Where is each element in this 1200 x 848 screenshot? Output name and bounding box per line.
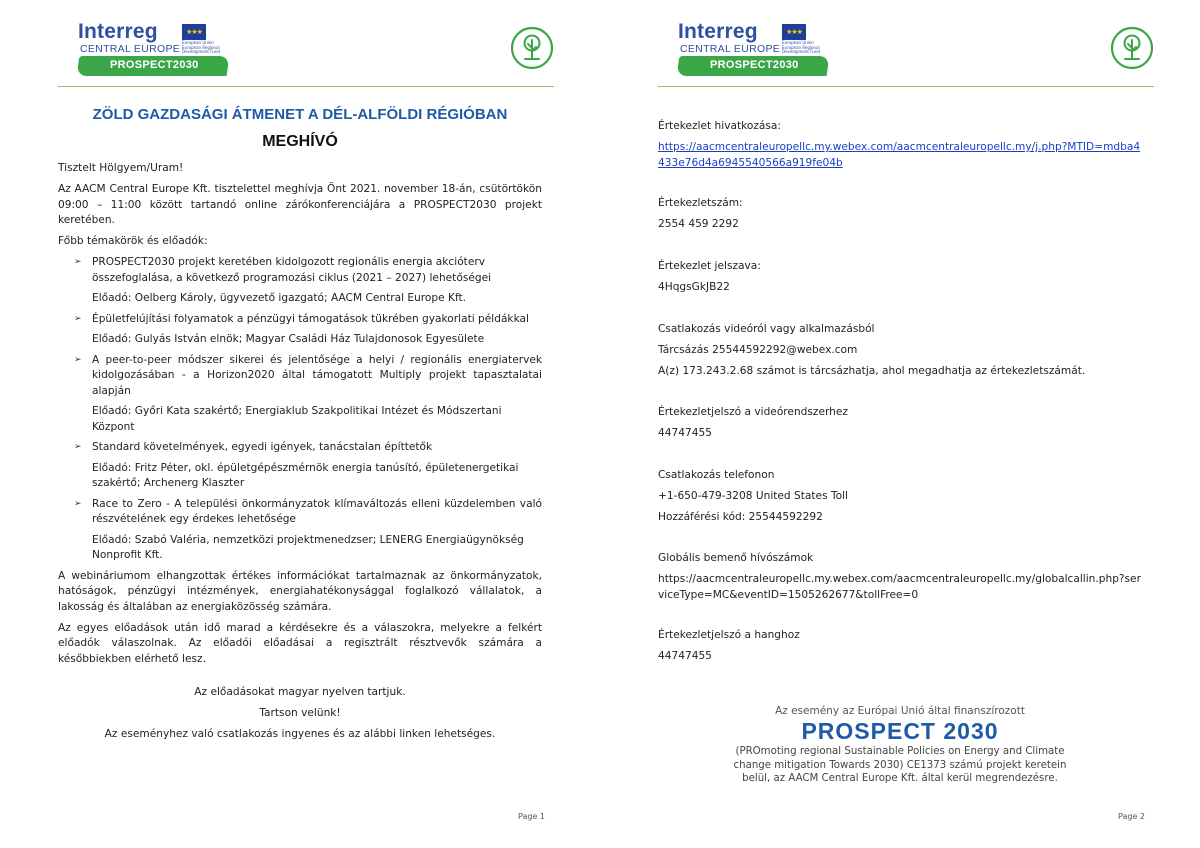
topics-heading: Főbb témakörök és előadók:	[58, 235, 208, 247]
funding-description: (PROmoting regional Sustainable Policies on Energy and Climate change mitigation Towards 2030) CE1373 számú projekt keretein belül, az AACM Central Europe Kft. által kerül megrendezésre.	[733, 746, 1067, 784]
meeting-number-label: Értekezletszám:	[658, 197, 743, 209]
phone-number: +1-650-479-3208 United States Toll	[658, 490, 848, 502]
header-divider	[658, 86, 1154, 87]
video-password-label: Értekezletjelszó a videórendszerhez	[658, 406, 848, 418]
page-2	[600, 0, 1200, 848]
language-note: Az előadásokat magyar nyelven tartjuk.	[194, 685, 406, 698]
topic-speaker: Előadó: Gulyás István elnök; Magyar Családi Ház Tulajdonosok Egyesülete	[92, 333, 485, 345]
interreg-logo	[678, 20, 818, 82]
topic-speaker: Előadó: Győri Kata szakértő; Energiaklub Szakpolitikai Intézet és Módszertani Központ	[92, 405, 502, 433]
arrow-bullet-icon: ➢	[74, 313, 82, 324]
global-callin-label: Globális bemenő hívószámok	[658, 552, 814, 564]
logo-title: Interreg	[78, 20, 158, 43]
logo-band-text: PROSPECT2030	[110, 59, 199, 71]
global-callin-url: https://aacmcentraleuropellc.my.webex.com/aacmcentraleuropellc.my/globalcallin.php?serviceType=MC&eventID=1505262677&tollFree=0	[658, 573, 1141, 601]
join-note: Az eseményhez való csatlakozás ingyenes és az alábbi linken lehetséges.	[104, 727, 496, 740]
logo-subtitle: CENTRAL EUROPE	[680, 43, 781, 55]
page-number: Page 2	[1118, 812, 1145, 821]
eu-caption: European Union European Regional Development Fund	[782, 40, 820, 54]
phone-join-label: Csatlakozás telefonon	[658, 469, 775, 481]
header-divider	[58, 86, 554, 87]
closing-line: Tartson velünk!	[259, 706, 341, 719]
audio-password-label: Értekezletjelszó a hanghoz	[658, 629, 800, 641]
arrow-bullet-icon: ➢	[74, 442, 82, 452]
topic-item: ➢ A peer-to-peer módszer sikerei és jelentősége a helyi / regionális energiatervek kidolgozásában - a Horizon2020 által támogatott Multiply projekt tapasztalatai alapján	[74, 353, 542, 397]
eu-flag-icon: ★★★	[182, 24, 206, 40]
topic-item: ➢ Standard követelmények, egyedi igények, tanácstalan építtetők	[58, 440, 542, 456]
invitation-body	[58, 161, 542, 748]
meeting-link[interactable]: https://aacmcentraleuropellc.my.webex.com/aacmcentraleuropellc.my/j.php?MTID=mdba4433e76d4a6945540566a919fe04b	[658, 141, 1141, 169]
greeting: Tisztelt Hölgyem/Uram!	[58, 162, 184, 174]
document-title: ZÖLD GAZDASÁGI ÁTMENET A DÉL-ALFÖLDI RÉGIÓBAN	[92, 106, 508, 123]
topic-speaker: Előadó: Oelberg Károly, ügyvezető igazgató; AACM Central Europe Kft.	[92, 292, 467, 304]
topic-item: ➢ Épületfelújítási folyamatok a pénzügyi támogatások tükrében gyakorlati példákkal	[58, 312, 542, 328]
audience-paragraph: A webináriumom elhangzottak értékes információkat tartalmaznak az önkormányzatok, hatóságok, pénzügyi intézmények, energiahatékonysággal foglalkozó vállalatok, a lakosság és általában az energiaközösség számára.	[58, 569, 542, 613]
access-code: Hozzáférési kód: 25544592292	[658, 511, 823, 523]
page-header	[658, 14, 1154, 86]
video-join-label: Csatlakozás videóról vagy alkalmazásból	[658, 323, 875, 335]
eu-flag-icon: ★★★	[782, 24, 806, 40]
audio-password: 44747455	[658, 650, 712, 662]
logo-subtitle: CENTRAL EUROPE	[80, 43, 181, 55]
arrow-bullet-icon: ➢	[74, 257, 82, 267]
tree-icon	[510, 26, 554, 70]
meeting-link-label: Értekezlet hivatkozása:	[658, 120, 781, 132]
video-password: 44747455	[658, 427, 712, 439]
tree-icon	[1110, 26, 1154, 70]
document-subtitle: MEGHÍVÓ	[262, 133, 338, 150]
arrow-bullet-icon: ➢	[74, 354, 82, 365]
topic-speaker: Előadó: Szabó Valéria, nemzetközi projektmenedzser; LENERG Energiaügynökség Nonprofit Kft.	[92, 533, 524, 561]
meeting-password-label: Értekezlet jelszava:	[658, 260, 761, 272]
topic-speaker: Előadó: Fritz Péter, okl. épületgépészmérnök energia tanúsító, épületenergetikai szakértő; Archenerg Klaszter	[92, 461, 519, 489]
meeting-number: 2554 459 2292	[658, 218, 739, 230]
page-number: Page 1	[518, 812, 545, 821]
meeting-password: 4HqgsGkJB22	[658, 281, 730, 293]
funding-block	[660, 705, 1140, 786]
intro-paragraph: Az AACM Central Europe Kft. tisztelettel meghívja Önt 2021. november 18-án, csütörtökön 09:00 – 11:00 között tartandó online zárókonferenciájára a PROSPECT2030 projekt keretében.	[58, 183, 542, 226]
logo-title: Interreg	[678, 20, 758, 43]
arrow-bullet-icon: ➢	[74, 498, 82, 509]
funding-line: Az esemény az Európai Unió által finanszírozott	[775, 705, 1025, 717]
funding-title: PROSPECT 2030	[801, 718, 999, 744]
logo-band-text: PROSPECT2030	[710, 59, 799, 71]
page-header	[58, 14, 554, 86]
video-ip-note: A(z) 173.243.2.68 számot is tárcsázhatja, ahol megadhatja az értekezletszámát.	[658, 365, 1086, 377]
topic-item: ➢ Race to Zero - A települési önkormányzatok klímaváltozás elleni küzdelemben való részvételének egy érdekes lehetősége	[74, 497, 542, 525]
topic-item: ➢ PROSPECT2030 projekt keretében kidolgozott regionális energia akcióterv összefoglalása, a következő programozási ciklus (2021 – 2027) lehetőségei	[74, 256, 492, 284]
video-dial: Tárcsázás 25544592292@webex.com	[658, 344, 858, 356]
qa-paragraph: Az egyes előadások után idő marad a kérdésekre és a válaszokra, melyekre a felkért előadók válaszolnak. Az előadói előadásai a regisztrált résztvevők számára a későbbiekben elérhető lesz.	[58, 621, 542, 665]
eu-caption: European Union European Regional Development Fund	[182, 40, 220, 54]
interreg-logo	[78, 20, 218, 82]
